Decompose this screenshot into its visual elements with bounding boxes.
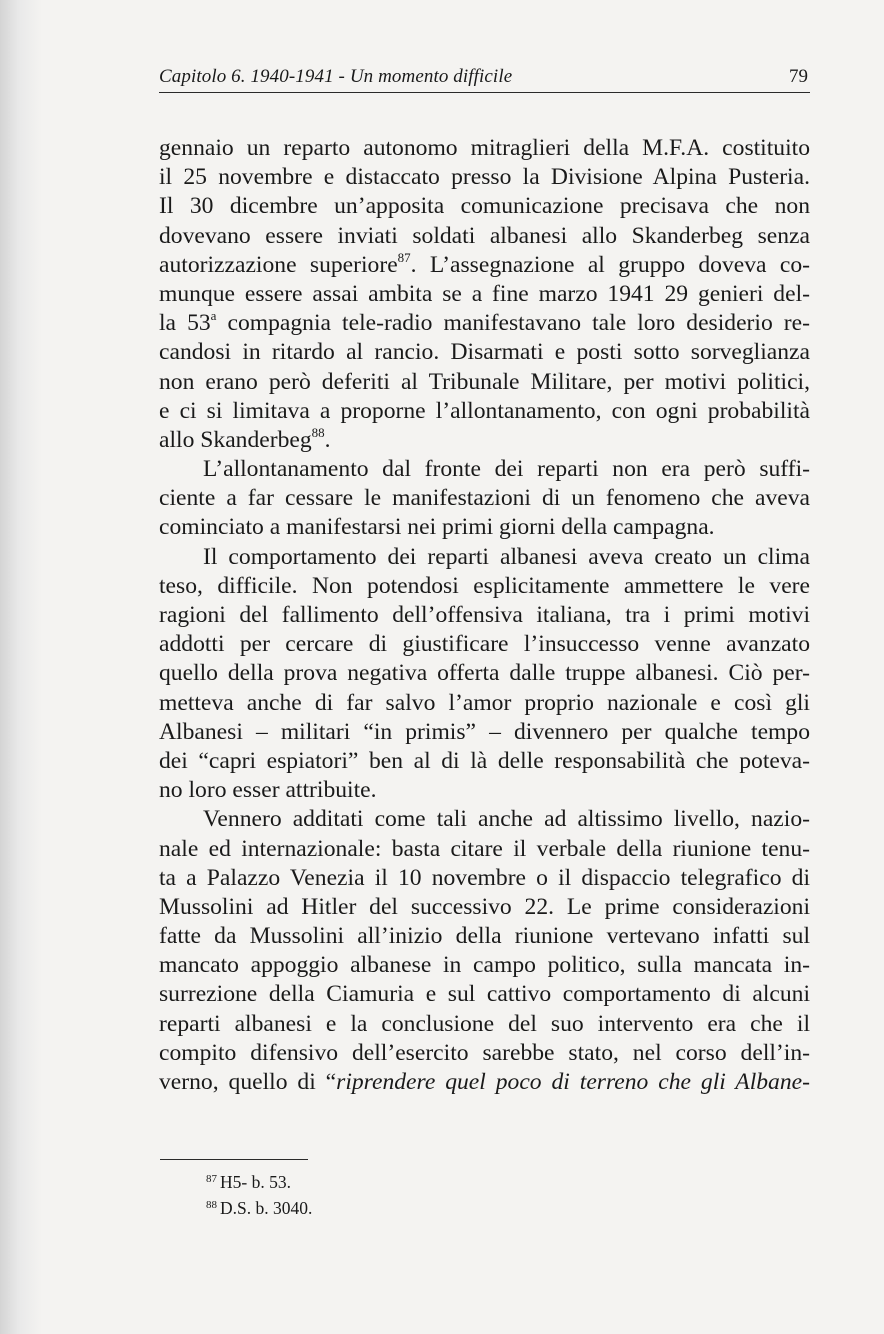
body-text (159, 134, 810, 1097)
text-line: quello della prova negativa offerta dalle truppe albanesi. Ciò per- (159, 660, 810, 687)
text-line: teso, difficile. Non potendosi esplicitamente ammettere le vere (159, 572, 810, 599)
text-line: surrezione della Ciamuria e sul cattivo comportamento di alcuni (159, 981, 810, 1008)
text-line: no loro esser attribuite. (159, 777, 377, 804)
footnote-87 (206, 1169, 312, 1195)
text-line: compito difensivo dell’esercito sarebbe stato, nel corso dell’in- (159, 1039, 810, 1066)
text-line: reparti albanesi e la conclusione del suo intervento era che il (159, 1010, 810, 1037)
footnote-divider (160, 1159, 308, 1160)
text-line: non erano però deferiti al Tribunale Militare, per motivi politici, (159, 368, 810, 395)
text-line: Il 30 dicembre un’apposita comunicazione precisava che non (159, 193, 810, 220)
text-line: cominciato a manifestarsi nei primi giorni della campagna. (159, 514, 715, 541)
running-header (159, 62, 810, 93)
text-line: metteva anche di far salvo l’amor proprio nazionale e così gli (159, 689, 810, 716)
footnote-number: 87 (206, 1173, 217, 1185)
text-line: allo Skanderbeg$^{88}$. (159, 424, 331, 453)
footnotes (206, 1169, 312, 1221)
text-line: Il comportamento dei reparti albanesi aveva creato un clima (203, 543, 810, 570)
text-line: verno, quello di “riprendere quel poco di terreno che gli Albane- (159, 1069, 810, 1095)
text-line: gennaio un reparto autonomo mitraglieri della M.F.A. costituito (159, 135, 810, 161)
text-line: Albanesi – militari “in primis” – divennero per qualche tempo (159, 718, 810, 745)
text-line: Mussolini ad Hitler del successivo 22. Le prime considerazioni (159, 893, 810, 920)
italic-quotation: riprendere quel poco di terreno che gli Albane- (336, 1069, 810, 1095)
ordinal-superscript: a (210, 308, 217, 324)
text-line: Vennero additati come tali anche ad altissimo livello, nazio- (203, 806, 810, 833)
text-line: candosi in ritardo al rancio. Disarmati e posti sotto sorveglianza (159, 339, 810, 366)
text-line: il 25 novembre e distaccato presso la Divisione Alpina Pusteria. (159, 164, 810, 191)
text-line: ragioni del fallimento dell’offensiva italiana, tra i primi motivi (159, 602, 810, 628)
footnote-text: H5- b. 53. (220, 1172, 291, 1192)
text-line: nale ed internazionale: basta citare il verbale della riunione tenu- (159, 835, 810, 862)
footnote-text: D.S. b. 3040. (220, 1198, 313, 1218)
text-line: dei “capri espiatori” ben al di là delle responsabilità che poteva- (159, 747, 810, 774)
footnote-ref-87: 87 (397, 249, 411, 265)
text-line: addotti per cercare di giustificare l’insuccesso venne avanzato (159, 631, 810, 658)
page-edge-shadow (0, 0, 42, 1334)
text-line: autorizzazione superiore$^{87}$. L’assegnazione al gruppo doveva co- (159, 249, 810, 278)
text-line: L’allontanamento dal fronte dei reparti non era però suffi- (203, 456, 810, 483)
text-line: la 53$^a$ compagnia tele-radio manifestavano tale loro desiderio re- (159, 308, 810, 337)
text-line: mancato appoggio albanese in campo politico, sulla mancata in- (159, 952, 810, 979)
chapter-title: Capitolo 6. 1940-1941 - Un momento difficile (159, 66, 513, 87)
footnote-88 (206, 1195, 312, 1221)
text-line: e ci si limitava a proporne l’allontanamento, con ogni probabilità (159, 397, 810, 424)
text-line: fatte da Mussolini all’inizio della riunione vertevano infatti sul (159, 923, 810, 950)
footnote-number: 88 (206, 1199, 217, 1211)
page-number: 79 (789, 66, 808, 87)
footnote-ref-88: 88 (311, 424, 325, 440)
text-line: dovevano essere inviati soldati albanesi allo Skanderbeg senza (159, 222, 810, 249)
text-line: ta a Palazzo Venezia il 10 novembre o il dispaccio telegrafico di (159, 864, 810, 891)
text-line: munque essere assai ambita se a fine marzo 1941 29 genieri del- (159, 280, 810, 307)
text-line: ciente a far cessare le manifestazioni di un fenomeno che aveva (159, 485, 810, 512)
